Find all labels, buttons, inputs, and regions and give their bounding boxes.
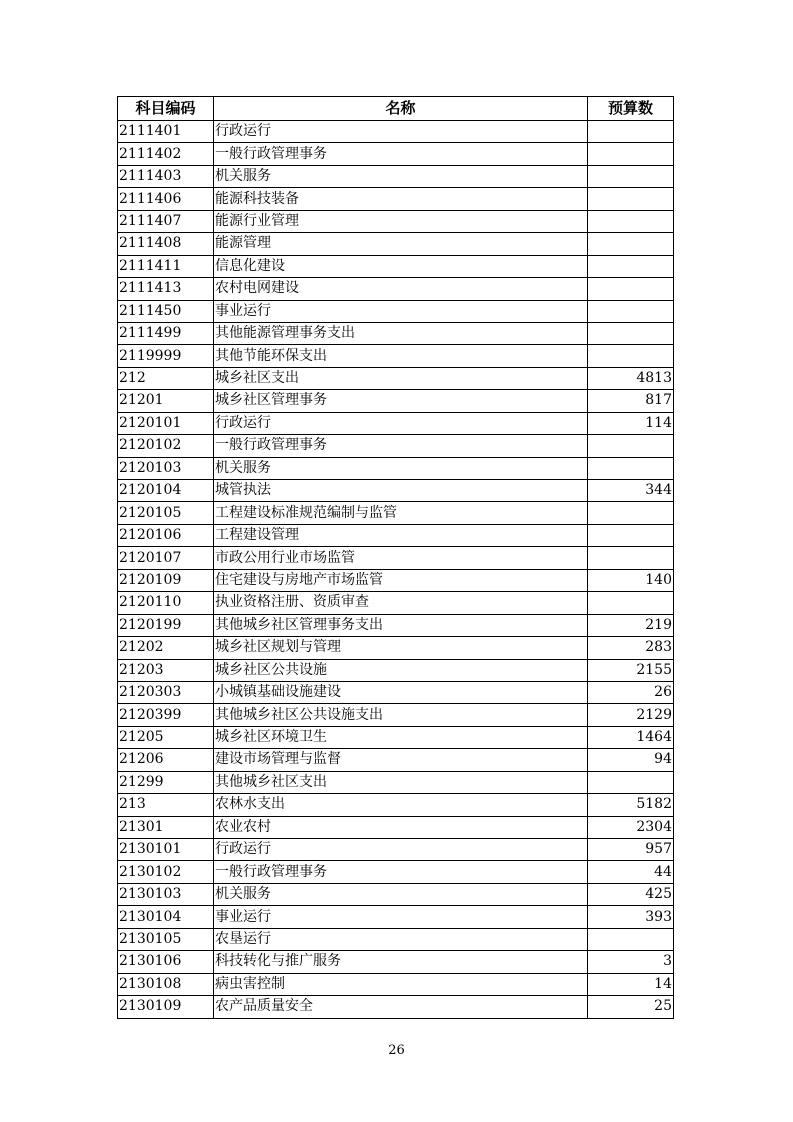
cell-amount xyxy=(588,345,674,367)
table-row xyxy=(118,592,674,614)
cell-name: 城乡社区支出 xyxy=(214,367,588,389)
cell-amount xyxy=(588,457,674,479)
cell-name: 一般行政管理事务 xyxy=(214,435,588,457)
cell-amount: 2155 xyxy=(588,659,674,681)
cell-amount: 5182 xyxy=(588,794,674,816)
table-row xyxy=(118,143,674,165)
cell-name: 行政运行 xyxy=(214,121,588,143)
cell-amount: 25 xyxy=(588,996,674,1018)
cell-code: 2111401 xyxy=(118,121,214,143)
cell-code: 2111406 xyxy=(118,188,214,210)
cell-code: 2120104 xyxy=(118,480,214,502)
cell-name: 城乡社区公共设施 xyxy=(214,659,588,681)
cell-code: 21301 xyxy=(118,816,214,838)
cell-code: 2120303 xyxy=(118,681,214,703)
cell-name: 市政公用行业市场监管 xyxy=(214,547,588,569)
cell-code: 21299 xyxy=(118,771,214,793)
table-header-row xyxy=(118,97,674,121)
table-row xyxy=(118,726,674,748)
table-row xyxy=(118,547,674,569)
cell-amount: 14 xyxy=(588,973,674,995)
cell-code: 2111450 xyxy=(118,300,214,322)
cell-amount: 3 xyxy=(588,951,674,973)
cell-amount xyxy=(588,928,674,950)
table-row xyxy=(118,210,674,232)
cell-code: 2120102 xyxy=(118,435,214,457)
cell-amount xyxy=(588,255,674,277)
cell-name: 执业资格注册、资质审查 xyxy=(214,592,588,614)
table-row xyxy=(118,255,674,277)
table-body xyxy=(118,121,674,1019)
cell-name: 机关服务 xyxy=(214,165,588,187)
table-row xyxy=(118,412,674,434)
cell-name: 其他城乡社区管理事务支出 xyxy=(214,614,588,636)
cell-amount xyxy=(588,592,674,614)
cell-code: 2130105 xyxy=(118,928,214,950)
cell-name: 行政运行 xyxy=(214,412,588,434)
table-row xyxy=(118,794,674,816)
cell-code: 2111499 xyxy=(118,322,214,344)
table-row xyxy=(118,524,674,546)
cell-amount: 219 xyxy=(588,614,674,636)
table-row xyxy=(118,233,674,255)
table-row xyxy=(118,906,674,928)
cell-amount: 957 xyxy=(588,839,674,861)
header-code: 科目编码 xyxy=(118,97,214,121)
cell-name: 一般行政管理事务 xyxy=(214,143,588,165)
cell-code: 212 xyxy=(118,367,214,389)
cell-name: 能源管理 xyxy=(214,233,588,255)
cell-name: 能源行业管理 xyxy=(214,210,588,232)
cell-name: 其他节能环保支出 xyxy=(214,345,588,367)
cell-code: 2111403 xyxy=(118,165,214,187)
cell-amount xyxy=(588,435,674,457)
cell-name: 城乡社区规划与管理 xyxy=(214,637,588,659)
page-number: 26 xyxy=(388,1043,405,1058)
cell-code: 2120105 xyxy=(118,502,214,524)
cell-amount: 817 xyxy=(588,390,674,412)
cell-amount: 1464 xyxy=(588,726,674,748)
cell-code: 2120199 xyxy=(118,614,214,636)
header-name: 名称 xyxy=(214,97,588,121)
cell-name: 建设市场管理与监督 xyxy=(214,749,588,771)
cell-name: 农垦运行 xyxy=(214,928,588,950)
cell-name: 能源科技装备 xyxy=(214,188,588,210)
cell-name: 一般行政管理事务 xyxy=(214,861,588,883)
cell-name: 行政运行 xyxy=(214,839,588,861)
table-row xyxy=(118,569,674,591)
table-row xyxy=(118,996,674,1018)
cell-code: 2130101 xyxy=(118,839,214,861)
table-row xyxy=(118,121,674,143)
cell-amount: 4813 xyxy=(588,367,674,389)
table-row xyxy=(118,614,674,636)
table-row xyxy=(118,502,674,524)
cell-code: 21203 xyxy=(118,659,214,681)
table-row xyxy=(118,322,674,344)
cell-amount xyxy=(588,121,674,143)
cell-code: 2130109 xyxy=(118,996,214,1018)
cell-name: 工程建设标准规范编制与监管 xyxy=(214,502,588,524)
cell-amount: 114 xyxy=(588,412,674,434)
cell-code: 2120103 xyxy=(118,457,214,479)
cell-amount: 94 xyxy=(588,749,674,771)
cell-name: 城乡社区管理事务 xyxy=(214,390,588,412)
cell-name: 小城镇基础设施建设 xyxy=(214,681,588,703)
cell-amount xyxy=(588,188,674,210)
cell-name: 机关服务 xyxy=(214,457,588,479)
table-row xyxy=(118,681,674,703)
cell-amount: 283 xyxy=(588,637,674,659)
cell-code: 2111407 xyxy=(118,210,214,232)
cell-code: 2111413 xyxy=(118,278,214,300)
cell-amount: 344 xyxy=(588,480,674,502)
table-row xyxy=(118,367,674,389)
cell-amount: 140 xyxy=(588,569,674,591)
cell-amount xyxy=(588,278,674,300)
table-row xyxy=(118,345,674,367)
cell-name: 事业运行 xyxy=(214,300,588,322)
cell-code: 2130106 xyxy=(118,951,214,973)
cell-amount xyxy=(588,771,674,793)
table-row xyxy=(118,480,674,502)
cell-name: 其他城乡社区支出 xyxy=(214,771,588,793)
table-row xyxy=(118,928,674,950)
cell-name: 机关服务 xyxy=(214,883,588,905)
cell-name: 农村电网建设 xyxy=(214,278,588,300)
cell-code: 2111402 xyxy=(118,143,214,165)
cell-amount: 2304 xyxy=(588,816,674,838)
cell-name: 病虫害控制 xyxy=(214,973,588,995)
table-row xyxy=(118,861,674,883)
cell-code: 213 xyxy=(118,794,214,816)
table-row xyxy=(118,278,674,300)
cell-code: 2130108 xyxy=(118,973,214,995)
table-row xyxy=(118,883,674,905)
cell-code: 2120107 xyxy=(118,547,214,569)
cell-name: 科技转化与推广服务 xyxy=(214,951,588,973)
cell-code: 21206 xyxy=(118,749,214,771)
table-row xyxy=(118,390,674,412)
table-row xyxy=(118,704,674,726)
cell-name: 其他城乡社区公共设施支出 xyxy=(214,704,588,726)
cell-code: 2120399 xyxy=(118,704,214,726)
cell-amount: 425 xyxy=(588,883,674,905)
budget-table xyxy=(117,96,674,1019)
table-row xyxy=(118,973,674,995)
cell-name: 事业运行 xyxy=(214,906,588,928)
cell-amount xyxy=(588,502,674,524)
cell-amount: 2129 xyxy=(588,704,674,726)
cell-code: 2130103 xyxy=(118,883,214,905)
table-row xyxy=(118,188,674,210)
cell-amount xyxy=(588,210,674,232)
table-row xyxy=(118,300,674,322)
table-row xyxy=(118,637,674,659)
cell-code: 2111408 xyxy=(118,233,214,255)
cell-name: 其他能源管理事务支出 xyxy=(214,322,588,344)
cell-code: 2119999 xyxy=(118,345,214,367)
cell-amount: 44 xyxy=(588,861,674,883)
cell-name: 工程建设管理 xyxy=(214,524,588,546)
cell-amount xyxy=(588,233,674,255)
table-row xyxy=(118,435,674,457)
cell-name: 农林水支出 xyxy=(214,794,588,816)
cell-code: 2130104 xyxy=(118,906,214,928)
table-row xyxy=(118,951,674,973)
table-row xyxy=(118,165,674,187)
cell-name: 城管执法 xyxy=(214,480,588,502)
cell-amount xyxy=(588,547,674,569)
cell-code: 2130102 xyxy=(118,861,214,883)
cell-amount xyxy=(588,300,674,322)
cell-name: 农业农村 xyxy=(214,816,588,838)
cell-code: 2111411 xyxy=(118,255,214,277)
table-row xyxy=(118,839,674,861)
cell-amount: 393 xyxy=(588,906,674,928)
cell-amount xyxy=(588,143,674,165)
cell-code: 21202 xyxy=(118,637,214,659)
table-row xyxy=(118,816,674,838)
table-row xyxy=(118,771,674,793)
cell-code: 2120110 xyxy=(118,592,214,614)
table-row xyxy=(118,749,674,771)
cell-code: 2120101 xyxy=(118,412,214,434)
cell-code: 2120109 xyxy=(118,569,214,591)
cell-code: 21205 xyxy=(118,726,214,748)
cell-amount xyxy=(588,165,674,187)
cell-name: 城乡社区环境卫生 xyxy=(214,726,588,748)
cell-amount xyxy=(588,524,674,546)
cell-amount: 26 xyxy=(588,681,674,703)
cell-name: 住宅建设与房地产市场监管 xyxy=(214,569,588,591)
cell-code: 21201 xyxy=(118,390,214,412)
table-row xyxy=(118,659,674,681)
cell-code: 2120106 xyxy=(118,524,214,546)
cell-name: 农产品质量安全 xyxy=(214,996,588,1018)
cell-name: 信息化建设 xyxy=(214,255,588,277)
header-amount: 预算数 xyxy=(588,97,674,121)
cell-amount xyxy=(588,322,674,344)
table-row xyxy=(118,457,674,479)
